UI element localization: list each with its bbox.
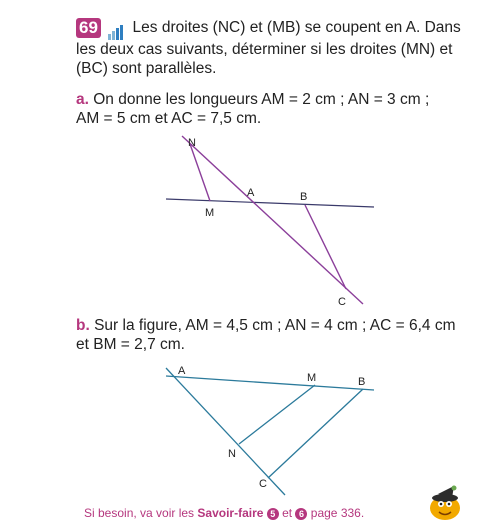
label-n: N (188, 137, 196, 149)
segment-bc (305, 205, 346, 289)
part-a-line1: On donne les longueurs AM = 2 cm ; AN = 3 cm ; (93, 91, 430, 108)
figure-a (160, 134, 390, 314)
statement-text: Les droites (NC) et (MB) se coupent en A. Dans les deux cas suivants, déterminer si les droites (MN) et (BC) sont parallèles. (76, 19, 461, 77)
exercise-number: 69 (76, 18, 101, 38)
segment-bc (268, 389, 363, 478)
exercise-statement (76, 18, 476, 78)
label-c: C (338, 296, 346, 308)
part-b-line1: Sur la figure, AM = 4,5 cm ; AN = 4 cm ; AC = 6,4 cm (94, 317, 456, 334)
label-m: M (307, 372, 317, 384)
label-m: M (205, 207, 215, 219)
line-ac (166, 368, 285, 495)
part-b-label: b. (76, 317, 90, 334)
line-ab (166, 376, 374, 390)
line-mb (166, 199, 374, 207)
footer-prefix: Si besoin, va voir les (84, 506, 198, 520)
footer-bold: Savoir-faire (197, 506, 264, 520)
footer-mid: et (278, 506, 296, 520)
part-a-label: a. (76, 91, 89, 108)
footer-suffix: page 336. (307, 506, 365, 520)
footer-ref-2: 6 (295, 508, 307, 520)
footer-ref-1: 5 (267, 508, 279, 520)
line-nc (182, 136, 363, 304)
figure-b (160, 362, 390, 502)
segment-mn (239, 385, 315, 444)
part-b-line2: et BM = 2,7 cm. (76, 336, 185, 353)
label-n: N (228, 448, 236, 460)
part-a-line2: AM = 5 cm et AC = 7,5 cm. (76, 110, 262, 127)
label-b: B (358, 376, 366, 388)
part-b (76, 316, 476, 354)
part-a (76, 90, 476, 128)
label-b: B (300, 191, 308, 203)
label-c: C (259, 478, 267, 490)
label-a: A (178, 365, 186, 377)
difficulty-level-icon (108, 21, 124, 40)
footer-reference (84, 506, 364, 520)
mascot-icon (424, 484, 468, 522)
label-a: A (247, 187, 255, 199)
